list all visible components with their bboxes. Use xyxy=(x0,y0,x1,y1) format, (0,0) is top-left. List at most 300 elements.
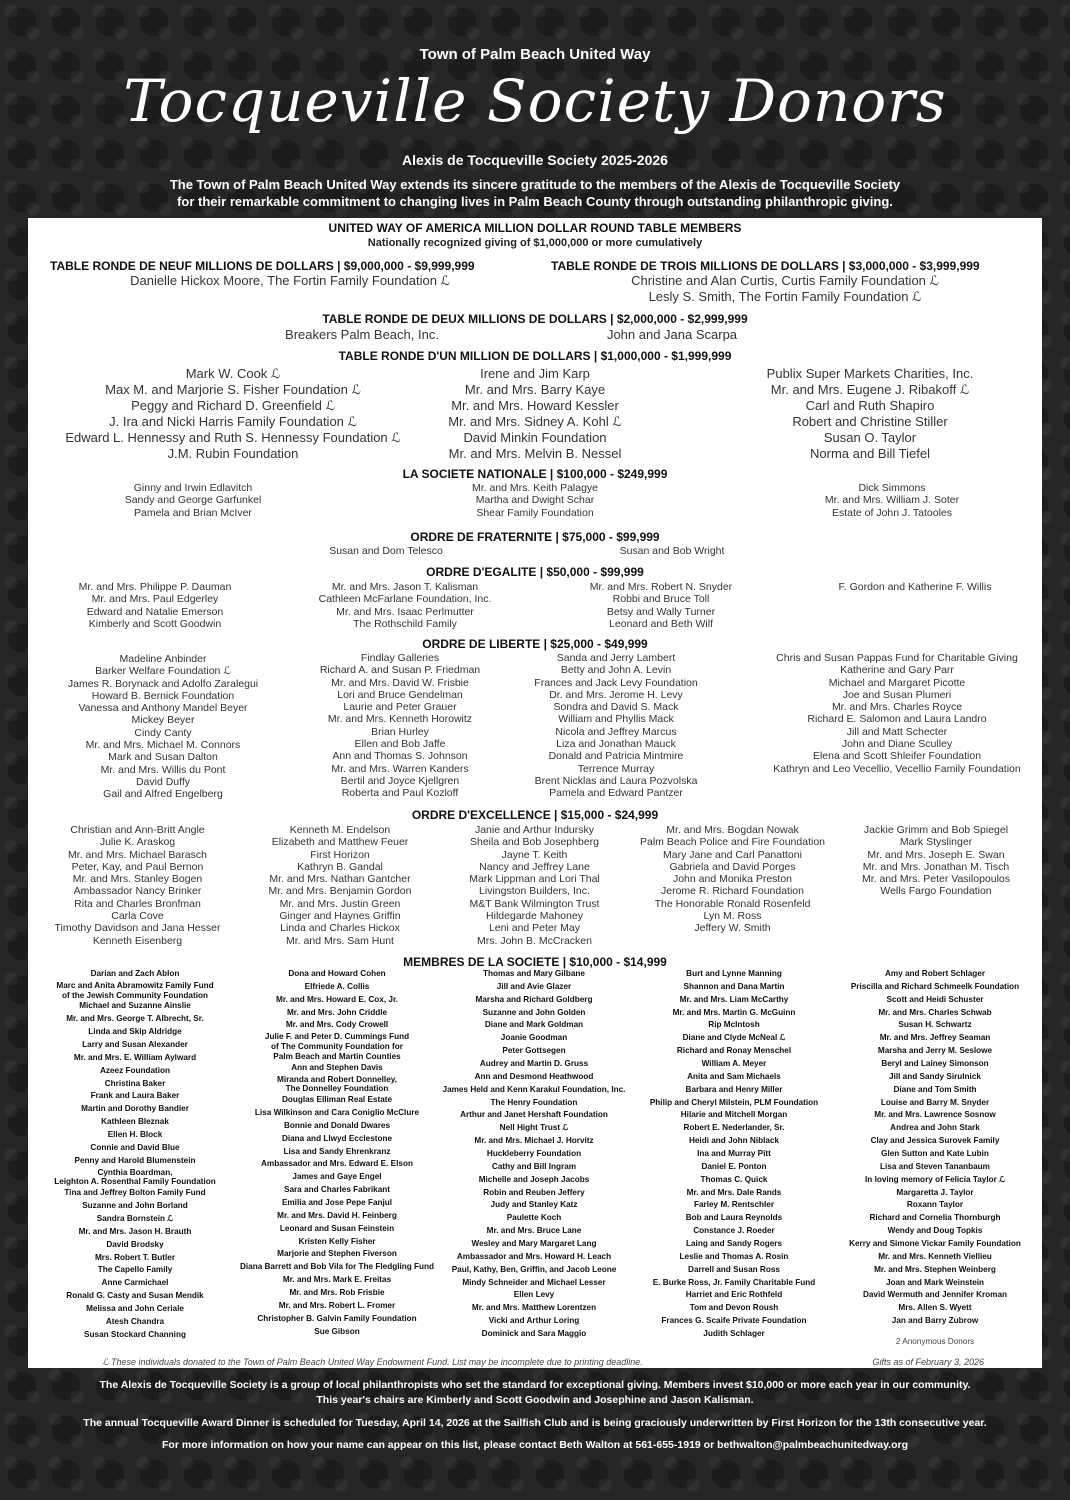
donor-name: Philip and Cheryl Milstein, PLM Foundation xyxy=(649,1097,819,1107)
donor-name: James R. Borynack and Adolfo Zaralegui xyxy=(67,677,259,690)
donor-name: Dominick and Sara Maggio xyxy=(481,1329,587,1339)
donor-name: Atesh Chandra xyxy=(105,1316,165,1326)
donor-name: Louise and Barry M. Snyder xyxy=(880,1097,990,1107)
donor-name: Sandra Bornstein ℒ xyxy=(96,1213,174,1223)
tier-title-fraternite: ORDRE DE FRATERNITE | $75,000 - $99,999 xyxy=(410,530,660,544)
donor-name: Mr. and Mrs. Melvin B. Nessel xyxy=(448,446,622,461)
donor-name: Ronald G. Casty and Susan Mendik xyxy=(66,1291,204,1301)
donor-name: Bertil and Joyce Kjellgren xyxy=(340,774,460,787)
donor-list xyxy=(800,581,1030,593)
donor-name: Mr. and Mrs. Philippe P. Dauman xyxy=(78,581,232,593)
donor-name: Christina Baker xyxy=(104,1078,166,1088)
donor-name: Mrs. Robert T. Butler xyxy=(94,1252,176,1262)
donor-name: William A. Meyer xyxy=(701,1059,767,1069)
donor-name: Azeez Foundation xyxy=(99,1065,171,1075)
donor-name: Mr. and Mrs. Joseph E. Swan xyxy=(867,848,1005,861)
donor-name: Glen Sutton and Kate Lubin xyxy=(881,1149,989,1159)
donor-name: Richard A. and Susan P. Friedman xyxy=(319,664,481,677)
donor-name: Pamela and Edward Pantzer xyxy=(549,787,683,800)
donor-name: Nell Hight Trust ℒ xyxy=(499,1123,569,1133)
donor-name: Penny and Harold Blumenstein xyxy=(74,1155,196,1165)
donor-name: The Henry Foundation xyxy=(490,1097,578,1107)
tier-title-membres: MEMBRES DE LA SOCIETE | $10,000 - $14,999 xyxy=(403,955,667,969)
donor-name: Jan and Barry Zubrow xyxy=(891,1316,979,1326)
tier-title-egalite: ORDRE D'EGALITE | $50,000 - $99,999 xyxy=(426,565,644,579)
donor-name: Mr. and Mrs. Justin Green xyxy=(279,897,401,910)
donor-name: Mr. and Mrs. Jason H. Brauth xyxy=(78,1226,192,1236)
donor-list xyxy=(630,824,835,935)
donor-name: Clay and Jessica Surovek Family xyxy=(870,1136,1000,1146)
donor-name: Martha and Dwight Schar xyxy=(475,494,595,507)
donor-name: Mr. and Mrs. David H. Feinberg xyxy=(277,1210,397,1220)
donor-name: Lori and Bruce Gendelman xyxy=(337,688,463,701)
donor-name: Diane and Clyde McNeal ℒ xyxy=(682,1033,786,1043)
donor-name: Jayne T. Keith xyxy=(501,848,568,861)
page-title: Tocqueville Society Donors xyxy=(123,67,947,135)
donor-name-line: Julie F. and Peter D. Cummings Fund xyxy=(264,1032,410,1042)
donor-name: John and Monika Preston xyxy=(672,873,793,886)
donor-name: Irene and Jim Karp xyxy=(480,366,590,381)
donor-name: Constance J. Roeder xyxy=(693,1226,775,1236)
donor-name: Rip McIntosh xyxy=(708,1020,760,1030)
donor-name: Connie and David Blue xyxy=(90,1142,180,1152)
donor-name: Brian Hurley xyxy=(371,725,429,738)
donor-list xyxy=(300,581,510,630)
donor-list xyxy=(296,545,476,557)
donor-name: Ginny and Irwin Edlavitch xyxy=(133,482,253,494)
donor-name: Richard and Ronay Menschel xyxy=(676,1046,792,1056)
donor-name: Lisa Wilkinson and Cara Coniglio McClure xyxy=(254,1108,420,1117)
donor-name: Sara and Charles Fabrikant xyxy=(283,1185,391,1195)
donor-name: Kimberly and Scott Goodwin xyxy=(88,617,222,630)
donor-name: Roberta and Paul Kozloff xyxy=(341,787,459,800)
donor-list xyxy=(782,482,1002,519)
donor-name xyxy=(232,1075,442,1095)
donor-name: Cathleen McFarlane Foundation, Inc. xyxy=(318,593,492,606)
donor-name: Michael and Margaret Picotte xyxy=(828,676,966,689)
donor-name: Pamela and Brian McIver xyxy=(134,506,252,519)
donor-name: Leonard and Susan Feinstein xyxy=(279,1223,395,1233)
donor-name: Mr. and Mrs. Stanley Bogen xyxy=(72,873,203,886)
donor-name: Wells Fargo Foundation xyxy=(880,885,992,898)
donor-name: Julie K. Araskog xyxy=(99,836,176,849)
donor-name: Suzanne and John Golden xyxy=(482,1007,586,1017)
donor-name: Mark W. Cook ℒ xyxy=(185,366,281,381)
donor-list xyxy=(545,273,1025,305)
donor-name xyxy=(40,1168,230,1188)
donor-name: Larry and Susan Alexander xyxy=(82,1040,188,1050)
donor-name: Mr. and Mrs. Bruce Lane xyxy=(486,1226,582,1236)
tier-title-nationale: LA SOCIETE NATIONALE | $100,000 - $249,999 xyxy=(402,467,668,481)
donor-list xyxy=(28,366,438,462)
donor-name: Dona and Howard Cohen xyxy=(288,969,386,978)
donor-name: James and Gaye Engel xyxy=(292,1172,382,1182)
anonymous-donors: 2 Anonymous Donors xyxy=(895,1337,975,1346)
donor-name: Dr. and Mrs. Jerome H. Levy xyxy=(549,688,683,701)
donor-name: Kenneth M. Endelson xyxy=(289,824,391,836)
donor-name: Mr. and Mrs. Matthew Lorentzen xyxy=(471,1303,597,1313)
donor-name: Hilarie and Mitchell Morgan xyxy=(680,1110,788,1120)
donor-name: Mr. and Mrs. Martin G. McGuinn xyxy=(672,1007,796,1017)
footnote-bar xyxy=(28,1354,1042,1370)
donor-name: Tom and Devon Roush xyxy=(689,1303,779,1313)
donor-name: David Minkin Foundation xyxy=(463,430,607,445)
donor-name: Susan O. Taylor xyxy=(823,430,917,445)
donor-name: Elena and Scott Shleifer Foundation xyxy=(812,750,982,763)
donor-name: Mark Lippman and Lori Thal xyxy=(469,873,600,886)
donor-name: Peter Gottsegen xyxy=(502,1046,566,1056)
donor-name: F. Gordon and Katherine F. Willis xyxy=(838,581,992,593)
donor-name-line: Marc and Anita Abramowitz Family Fund xyxy=(56,980,214,990)
donor-list xyxy=(50,581,260,630)
donor-name: Kathryn and Leo Vecellio, Vecellio Family Foundation xyxy=(773,762,1021,775)
donor-name: Liza and Jonathan Mauck xyxy=(556,738,676,751)
donor-name: The Rothschild Family xyxy=(353,617,457,630)
donor-name: Richard and Cornelia Thornburgh xyxy=(869,1213,1001,1223)
donor-name: Amy and Robert Schlager xyxy=(884,969,986,978)
donor-name: Laing and Sandy Rogers xyxy=(686,1239,782,1249)
donor-name: Mr. and Mrs. Willis du Pont xyxy=(100,763,226,776)
donor-name: Jill and Matt Schecter xyxy=(846,725,948,738)
gratitude-line: for their remarkable commitment to changing lives in Palm Beach County through outstanding philanthropic giving. xyxy=(177,194,893,209)
donor-name: Mr. and Mrs. Kenneth Horowitz xyxy=(327,713,473,726)
donor-name: Janie and Arthur Indursky xyxy=(474,824,595,836)
donor-name: Mr. and Mrs. Paul Edgerley xyxy=(91,593,219,606)
donor-name: Mr. and Mrs. Jonathan M. Tisch xyxy=(862,860,1010,873)
donor-list xyxy=(556,581,766,630)
donor-list xyxy=(516,652,716,800)
donor-name: David Duffy xyxy=(135,775,191,788)
donor-name: Timothy Davidson and Jana Hesser xyxy=(54,922,221,935)
donor-name: Mr. and Mrs. Warren Kanders xyxy=(331,762,469,775)
donor-name: Max M. and Marjorie S. Fisher Foundation ℒ xyxy=(105,382,361,397)
donor-list xyxy=(40,968,230,1342)
donor-name: The Honorable Ronald Rosenfeld xyxy=(654,897,811,910)
donor-name: Judith Schlager xyxy=(703,1329,765,1339)
donor-name: Marjorie and Stephen Fiverson xyxy=(277,1249,397,1259)
donor-name: Roxann Taylor xyxy=(906,1200,964,1210)
donor-name: Carla Cove xyxy=(111,910,164,923)
donor-name: Ellen Levy xyxy=(513,1290,555,1300)
donor-name: Mr. and Mrs. Robert L. Fromer xyxy=(278,1300,396,1310)
donor-name: Brent Nicklas and Laura Pozvolska xyxy=(534,774,698,787)
donor-name: Farley M. Rentschler xyxy=(693,1200,775,1210)
donor-name-line: Palm Beach and Martin Counties xyxy=(273,1051,401,1061)
donor-name: Mary Jane and Carl Panattoni xyxy=(663,848,802,861)
donor-name: Mr. and Mrs. Benjamin Gordon xyxy=(268,885,412,898)
donor-name: Ambassador and Mrs. Edward E. Elson xyxy=(261,1159,413,1169)
donor-name: Lyn M. Ross xyxy=(703,910,762,923)
donor-name: Mark and Susan Dalton xyxy=(108,751,218,764)
donor-name: Darrell and Susan Ross xyxy=(688,1264,780,1274)
donor-list xyxy=(98,482,288,519)
tier-title-neuf: TABLE RONDE DE NEUF MILLIONS DE DOLLARS | $9,000,000 - $9,999,999 xyxy=(50,259,475,273)
donor-name: Gail and Alfred Engelberg xyxy=(103,788,223,801)
donor-name-line: Miranda and Robert Donnelley, xyxy=(277,1074,397,1084)
donor-name: William and Phyllis Mack xyxy=(558,713,674,726)
donor-name: Peggy and Richard D. Greenfield ℒ xyxy=(131,398,335,413)
donor-name: Diana Barrett and Bob Vila for The Fledgling Fund xyxy=(239,1262,435,1272)
donor-name: Betty and John A. Levin xyxy=(560,664,672,677)
donor-name: Kenneth Eisenberg xyxy=(92,934,183,947)
donor-name: Michelle and Joseph Jacobs xyxy=(478,1174,590,1184)
donor-list xyxy=(582,545,762,557)
donor-name: James Held and Kenn Karakul Foundation, Inc. xyxy=(442,1084,626,1094)
donor-name: Bonnie and Donald Dwares xyxy=(284,1120,390,1130)
donor-name: John and Diane Sculley xyxy=(841,738,953,751)
donor-name: Carl and Ruth Shapiro xyxy=(805,398,935,413)
donor-name: Sondra and David S. Mack xyxy=(553,701,679,714)
donor-name: Chris and Susan Pappas Fund for Charitable Giving xyxy=(776,652,1018,664)
donor-name: Anne Carmichael xyxy=(101,1278,169,1288)
donor-name: Christine and Alan Curtis, Curtis Family Foundation ℒ xyxy=(631,273,939,288)
donor-name: In loving memory of Felicia Taylor ℒ xyxy=(865,1174,1005,1184)
donor-name: Leni and Peter May xyxy=(488,922,581,935)
donor-name: Jackie Grimm and Bob Spiegel xyxy=(863,824,1009,836)
donor-name: Breakers Palm Beach, Inc. xyxy=(285,327,439,342)
donor-name: Susan and Bob Wright xyxy=(619,545,725,557)
donor-name: Suzanne and John Borland xyxy=(82,1201,188,1211)
donor-name: Norma and Bill Tiefel xyxy=(810,446,930,461)
donor-name xyxy=(40,981,230,1001)
donor-name: Findlay Galleries xyxy=(360,652,440,664)
donor-list xyxy=(35,824,240,947)
donor-name: Edward and Natalie Emerson xyxy=(86,605,224,618)
donor-name: Shear Family Foundation xyxy=(476,506,594,519)
donor-name: Robert E. Nederlander, Sr. xyxy=(683,1123,785,1133)
page-subtitle: Alexis de Tocqueville Society 2025-2026 xyxy=(402,152,668,168)
donor-name: Mr. and Mrs. Michael M. Connors xyxy=(85,739,241,752)
donor-name: Kerry and Simone Vickar Family Foundation xyxy=(849,1239,1021,1249)
donor-name: Daniel E. Ponton xyxy=(701,1161,767,1171)
donor-list xyxy=(50,273,530,289)
donor-name: Jerome R. Richard Foundation xyxy=(661,885,804,898)
donor-name: Emilia and Jose Pepe Fanjul xyxy=(281,1198,393,1208)
donor-name: Mr. and Mrs. Mark E. Freitas xyxy=(282,1275,392,1285)
donor-name: Rita and Charles Bronfman xyxy=(74,897,201,910)
donor-name: Shannon and Dana Martin xyxy=(683,981,785,991)
donor-name: Marsha and Jerry M. Seslowe xyxy=(877,1046,993,1056)
donor-name: Diane and Tom Smith xyxy=(893,1084,977,1094)
donor-name: Gabriela and David Porges xyxy=(669,860,796,873)
donor-name: Priscilla and Richard Schmeelk Foundation xyxy=(850,981,1020,991)
donor-name: Peter, Kay, and Paul Bernon xyxy=(71,860,204,873)
donor-name: Ginger and Haynes Griffin xyxy=(279,910,401,923)
donor-name: Susan H. Schwartz xyxy=(898,1020,972,1030)
donor-name: Donald and Patricia Mintmire xyxy=(548,750,684,763)
donor-name: Susan and Dom Telesco xyxy=(329,545,443,557)
donor-name: David Brodsky xyxy=(106,1239,164,1249)
donor-name: Robert and Christine Stiller xyxy=(792,414,948,429)
donor-name: Mr. and Mrs. Nathan Gantcher xyxy=(269,873,411,886)
donor-list xyxy=(752,652,1042,775)
donor-name: Paul, Kathy, Ben, Griffin, and Jacob Leone xyxy=(451,1264,617,1274)
donor-name: Thomas and Mary Gilbane xyxy=(483,969,585,978)
donor-name: Joan and Mark Weinstein xyxy=(885,1277,985,1287)
donor-name: M&T Bank Wilmington Trust xyxy=(469,897,600,910)
donor-name: Mickey Beyer xyxy=(131,714,195,727)
donor-name: Mr. and Mrs. Sam Hunt xyxy=(286,934,394,947)
donor-list xyxy=(638,968,830,1341)
donor-name: Linda and Skip Aldridge xyxy=(88,1027,182,1037)
donor-name: Elizabeth and Matthew Feuer xyxy=(271,836,409,849)
donor-list xyxy=(235,824,445,947)
donor-name: Sanda and Jerry Lambert xyxy=(556,652,676,664)
donor-list xyxy=(532,327,812,343)
donor-list xyxy=(232,968,442,1338)
donor-name: Mark Styslinger xyxy=(899,836,973,849)
donor-name: Madeline Anbinder xyxy=(119,653,207,665)
donor-list xyxy=(428,968,640,1341)
donor-name: Mr. and Mrs. Sidney A. Kohl ℒ xyxy=(448,414,622,429)
donor-name: Martin and Dorothy Bandier xyxy=(81,1104,189,1114)
donor-name: J.M. Rubin Foundation xyxy=(167,446,299,461)
donor-name: Cindy Canty xyxy=(134,726,192,739)
donor-name: Joe and Susan Plumeri xyxy=(842,688,952,701)
footer-line: The annual Tocqueville Award Dinner is scheduled for Tuesday, April 14, 2026 at the Sailfish Club and is being graciously underwritten by First Horizon for the 13th consecutive year. xyxy=(83,1417,987,1429)
donor-list xyxy=(432,824,637,947)
donor-name: Anita and Sam Michaels xyxy=(687,1071,781,1081)
donor-name: Katherine and Gary Parr xyxy=(840,664,954,677)
donor-name: Kathleen Bleznak xyxy=(101,1117,169,1127)
donor-name: Mr. and Mrs. Dale Rands xyxy=(686,1187,782,1197)
donor-name: Sue Gibson xyxy=(314,1326,360,1336)
tier-title-million: TABLE RONDE D'UN MILLION DE DOLLARS | $1,000,000 - $1,999,999 xyxy=(338,349,732,363)
donor-name: Mr. and Mrs. Barry Kaye xyxy=(464,382,606,397)
donor-name: Mrs. Allen S. Wyett xyxy=(898,1303,972,1313)
donor-name: Vanessa and Anthony Mandel Beyer xyxy=(78,702,248,715)
donor-name: Mr. and Mrs. Michael J. Horvitz xyxy=(474,1136,594,1146)
donor-list xyxy=(835,968,1035,1328)
donor-name: Mindy Schneider and Michael Lesser xyxy=(462,1277,606,1287)
donor-name-line: of The Community Foundation for xyxy=(271,1042,403,1052)
header xyxy=(0,0,1070,222)
donor-name: Ellen H. Block xyxy=(107,1130,163,1140)
donor-name: Richard E. Salomon and Laura Landro xyxy=(807,713,987,726)
donor-name: Diane and Mark Goldman xyxy=(484,1020,584,1030)
donor-name: David Wermuth and Jennifer Kroman xyxy=(862,1290,1008,1300)
donor-name: Estate of John J. Tatooles xyxy=(831,506,953,519)
donor-name: Mr. and Mrs. John Criddle xyxy=(286,1007,388,1017)
donor-name: Mr. and Mrs. William J. Soter xyxy=(824,494,960,507)
donor-name: Wendy and Doug Topkis xyxy=(887,1226,983,1236)
donor-list xyxy=(300,652,500,800)
donor-name: Mr. and Mrs. Jason T. Kalisman xyxy=(331,581,479,593)
donor-name: Mr. and Mrs. Isaac Perlmutter xyxy=(336,605,474,618)
endowment-legend: ℒ These individuals donated to the Town of Palm Beach United Way Endowment Fund. List may be incomplete due to printing deadline. xyxy=(102,1357,643,1367)
donor-name: Mr. and Mrs. Robert N. Snyder xyxy=(589,581,733,593)
donor-name: Publix Super Markets Charities, Inc. xyxy=(766,366,974,381)
donor-name: Mr. and Mrs. Charles Schwab xyxy=(878,1007,992,1017)
donor-name-line: The Donnelley Foundation xyxy=(285,1084,389,1094)
gratitude-text xyxy=(60,176,1010,210)
donor-name: Nicola and Jeffrey Marcus xyxy=(555,725,677,738)
donor-list xyxy=(440,482,630,519)
donor-name: Mr. and Mrs. Eugene J. Ribakoff ℒ xyxy=(770,382,970,397)
donor-name: Diana and Llwyd Ecclestone xyxy=(281,1133,393,1143)
donor-name: Leonard and Beth Wilf xyxy=(609,617,713,630)
donor-name: Nancy and Jeffrey Lane xyxy=(479,860,590,873)
donor-name: Frances and Jack Levy Foundation xyxy=(534,676,698,689)
donor-list xyxy=(410,366,660,462)
donor-name: Mr. and Mrs. Stephen Weinberg xyxy=(874,1264,996,1274)
donor-name: Laurie and Peter Grauer xyxy=(343,701,457,714)
donor-name: Betsy and Wally Turner xyxy=(606,605,716,618)
gratitude-line: The Town of Palm Beach United Way extends its sincere gratitude to the members of the Alexis de Tocqueville Society xyxy=(169,177,901,192)
donor-name: Robbi and Bruce Toll xyxy=(612,593,710,606)
donor-name: Burt and Lynne Manning xyxy=(686,969,782,978)
donor-name: Darian and Zach Ablon xyxy=(90,969,180,978)
footer-line: This year's chairs are Kimberly and Scott Goodwin and Josephine and Jason Kalisman. xyxy=(316,1394,754,1406)
donor-name: Arthur and Janet Hershaft Foundation xyxy=(460,1110,608,1120)
donor-name: Mr. and Mrs. E. William Aylward xyxy=(73,1052,197,1062)
donor-name: Barbara and Henry Miller xyxy=(685,1084,783,1094)
donor-name: Ambassador and Mrs. Howard H. Leach xyxy=(456,1251,612,1261)
donor-name: Ann and Desmond Heathwood xyxy=(474,1071,594,1081)
donor-name: Kathryn B. Gandal xyxy=(297,860,383,873)
donor-name: Robin and Reuben Jeffery xyxy=(483,1187,585,1197)
donor-name: Cathy and Bill Ingram xyxy=(491,1161,577,1171)
donor-name: Palm Beach Police and Fire Foundation xyxy=(639,836,826,849)
donor-list xyxy=(48,653,278,801)
donor-name: Susan Stockard Channing xyxy=(84,1329,186,1339)
tier-title-excellence: ORDRE D'EXCELLENCE | $15,000 - $24,999 xyxy=(411,808,659,822)
donor-name: Michael and Suzanne Ainslie xyxy=(79,1001,191,1011)
donor-name: Lesly S. Smith, The Fortin Family Foundation ℒ xyxy=(648,289,922,304)
donor-name: Ellen and Bob Jaffe xyxy=(354,738,446,751)
donor-name: E. Burke Ross, Jr. Family Charitable Fund xyxy=(652,1277,816,1287)
footer-line: For more information on how your name can appear on this list, please contact Beth Walton at 561-655-1919 or bethwalton@palmbeachunitedway.org xyxy=(162,1439,908,1451)
donor-name: Audrey and Martin D. Gruss xyxy=(479,1059,589,1069)
donor-name: Vicki and Arthur Loring xyxy=(488,1316,580,1326)
donor-name: Mr. and Mrs. Howard E. Cox, Jr. xyxy=(276,994,398,1004)
donor-name: John and Jana Scarpa xyxy=(606,327,738,342)
donor-name: Ina and Murray Pitt xyxy=(697,1149,771,1159)
donor-name: Andrea and John Stark xyxy=(890,1123,980,1133)
donor-name: Howard B. Bernick Foundation xyxy=(91,689,235,702)
donor-name: Tina and Jeffrey Bolton Family Fund xyxy=(64,1188,206,1198)
donor-name: Livingston Builders, Inc. xyxy=(479,885,590,898)
donor-name: Hildegarde Mahoney xyxy=(486,910,583,923)
donor-list xyxy=(222,327,502,343)
donor-name: Mr. and Mrs. Lawrence Sosnow xyxy=(874,1110,996,1120)
donor-name: Sandy and George Garfunkel xyxy=(124,494,262,507)
donor-name-line: Leighton A. Rosenthal Family Foundation xyxy=(54,1177,216,1187)
donor-name: Thomas C. Quick xyxy=(700,1174,768,1184)
donor-name: Lisa and Steven Tananbaum xyxy=(880,1161,990,1171)
donor-name: Kristen Kelly Fisher xyxy=(298,1236,376,1246)
donor-name: Mr. and Mrs. Jeffrey Seaman xyxy=(879,1033,991,1043)
donor-name: Mr. and Mrs. David W. Frisbie xyxy=(331,676,469,689)
donor-name: Bob and Laura Reynolds xyxy=(685,1213,783,1223)
donor-name: Edward L. Hennessy and Ruth S. Hennessy Foundation ℒ xyxy=(65,430,401,445)
tier-title-liberte: ORDRE DE LIBERTE | $25,000 - $49,999 xyxy=(422,637,648,651)
footer-line: The Alexis de Tocqueville Society is a group of local philanthropists who set the standard for exceptional giving. Members invest $10,000 or more each year in our community. xyxy=(99,1379,971,1391)
donor-name: Lisa and Sandy Ehrenkranz xyxy=(283,1146,391,1156)
donor-name: Jeffery W. Smith xyxy=(694,922,771,935)
umbrella-subtitle: Nationally recognized giving of $1,000,000 or more cumulatively xyxy=(367,237,703,249)
tier-title-deux: TABLE RONDE DE DEUX MILLIONS DE DOLLARS | $2,000,000 - $2,999,999 xyxy=(322,312,748,326)
donor-name: Elfriede A. Collis xyxy=(304,981,370,991)
donor-name: Frances G. Scaife Private Foundation xyxy=(661,1316,807,1326)
org-name: Town of Palm Beach United Way xyxy=(419,46,651,63)
donor-name: Mr. and Mrs. Keith Palagye xyxy=(471,482,599,494)
donor-name: Ann and Stephen Davis xyxy=(291,1062,383,1072)
donor-name: Jill and Avie Glazer xyxy=(496,981,572,991)
donor-name: Melissa and John Ceriale xyxy=(86,1303,184,1313)
donor-name: Mr. and Mrs. Howard Kessler xyxy=(451,398,619,413)
donor-name: Mr. and Mrs. Charles Royce xyxy=(831,701,963,714)
